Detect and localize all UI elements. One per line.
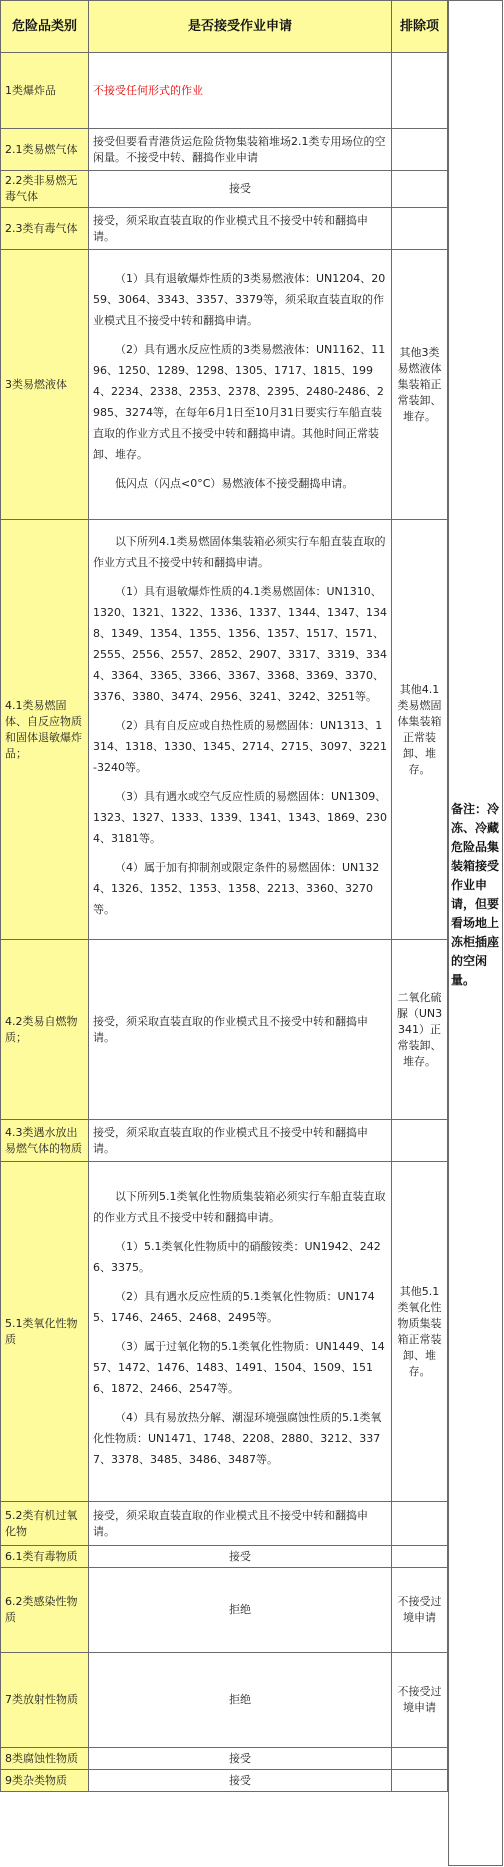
row-category: 3类易燃液体 (1, 250, 89, 520)
row-exclusion (392, 208, 448, 250)
table-row (1, 129, 448, 171)
row-exclusion: 其他5.1类氧化性物质集装箱正常装卸、堆存。 (392, 1162, 448, 1502)
row-category: 4.1类易燃固体、自反应物质和固体退敏爆炸品； (1, 520, 89, 940)
table-row (1, 208, 448, 250)
row-exclusion (392, 53, 448, 129)
table-row (1, 1653, 448, 1748)
paragraph: （4）具有易放热分解、潮湿环境强腐蚀性质的5.1类氧化性物质：UN1471、1748、2208、2880、3212、3377、3378、3485、3486、3487等。 (93, 1410, 382, 1466)
row-acceptance: 接受 (89, 1748, 392, 1770)
row-category: 6.2类感染性物质 (1, 1568, 89, 1653)
row-category: 5.2类有机过氧化物 (1, 1502, 89, 1546)
row-category: 7类放射性物质 (1, 1653, 89, 1748)
paragraph: （1）5.1类氧化性物质中的硝酸铵类：UN1942、2426、3375。 (93, 1239, 381, 1274)
row-acceptance (89, 520, 392, 940)
table-row (1, 1162, 448, 1502)
row-category: 2.1类易燃气体 (1, 129, 89, 171)
remark-note: 备注：冷冻、冷藏危险品集装箱接受作业申请，但要看场地上冻柜插座的空闲量。 (451, 802, 500, 987)
row-acceptance: 拒绝 (89, 1568, 392, 1653)
paragraph: 以下所列5.1类氧化性物质集装箱必须实行车船直装直取的作业方式且不接受中转和翻捣申请。 (93, 1189, 386, 1224)
paragraph: 以下所列4.1类易燃固体集装箱必须实行车船直装直取的作业方式且不接受中转和翻捣申请。 (93, 535, 386, 569)
paragraph: （2）具有遇水反应性质的5.1类氧化性物质：UN1745、1746、2465、2468、2495等。 (93, 1289, 375, 1324)
row-exclusion: 不接受过境申请 (392, 1653, 448, 1748)
table-row (1, 1120, 448, 1162)
paragraph: （2）具有自反应或自热性质的易燃固体：UN1313、1314、1318、1330、1345、2714、2715、3097、3221-3240等。 (93, 719, 387, 774)
paragraph: （2）具有遇水反应性质的3类易燃液体：UN1162、1196、1250、1289、1298、1305、1717、1815、1994、2234、2338、2353、2378、2395、2480-2486、2985、3274等，在每年6月1日至10月31日要实行车船直装直取的作业方式且不接受中转和翻捣申请。其他时间正常装卸、堆存。 (93, 342, 386, 461)
header-category: 危险品类别 (1, 1, 89, 53)
paragraph: （3）具有遇水或空气反应性质的易燃固体：UN1309、1323、1327、1333、1339、1341、1343、1869、2304、3181等。 (93, 790, 387, 845)
row-exclusion (392, 1748, 448, 1770)
table-row (1, 1748, 448, 1770)
row-exclusion (392, 1546, 448, 1568)
row-category: 9类杂类物质 (1, 1770, 89, 1792)
row-acceptance: 拒绝 (89, 1653, 392, 1748)
row-exclusion: 不接受过境申请 (392, 1568, 448, 1653)
table-row (1, 1502, 448, 1546)
row-exclusion (392, 1120, 448, 1162)
paragraph: （4）属于加有抑制剂或限定条件的易燃固体：UN1324、1326、1352、1353、1358、2213、3360、3270等。 (93, 861, 380, 916)
row-category: 5.1类氧化性物质 (1, 1162, 89, 1502)
row-acceptance: 接受，须采取直装直取的作业模式且不接受中转和翻捣申请。 (89, 208, 392, 250)
paragraph: （3）属于过氧化物的5.1类氧化性物质：UN1449、1457、1472、1476、1483、1491、1504、1509、1516、1872、2466、2547等。 (93, 1339, 385, 1395)
row-category: 4.3类遇水放出易燃气体的物质 (1, 1120, 89, 1162)
paragraph: （1）具有退敏爆炸性质的4.1类易燃固体：UN1310、1320、1321、1322、1336、1337、1344、1347、1348、1349、1354、1355、1356、1357、1517、1571、2555、2556、2557、2852、2907、3317、3319、3344、3364、3365、3366、3367、3368、3369、3370、3376、3380、3474、2956、3241、3242、3251等。 (93, 585, 387, 703)
row-category: 4.2类易自燃物质； (1, 940, 89, 1120)
row-acceptance (89, 250, 392, 520)
row-category: 1类爆炸品 (1, 53, 89, 129)
table-row (1, 250, 448, 520)
table-row (1, 940, 448, 1120)
row-exclusion: 其他3类易燃液体集装箱正常装卸、堆存。 (392, 250, 448, 520)
paragraph: （1）具有退敏爆炸性质的3类易燃液体：UN1204、2059、3064、3343、3357、3379等，须采取直装直取的作业模式且不接受中转和翻捣申请。 (93, 271, 386, 327)
paragraph: 低闪点（闪点<0°C）易燃液体不接受翻捣申请。 (115, 476, 354, 490)
row-exclusion (392, 129, 448, 171)
table-row (1, 1546, 448, 1568)
row-exclusion: 其他4.1类易燃固体集装箱正常装卸、堆存。 (392, 520, 448, 940)
row-acceptance: 接受 (89, 1770, 392, 1792)
row-acceptance: 接受 (89, 171, 392, 208)
table-row (1, 1568, 448, 1653)
header-row (1, 1, 448, 53)
row-acceptance: 接受，须采取直装直取的作业模式且不接受中转和翻捣申请。 (89, 1120, 392, 1162)
row-acceptance (89, 1162, 392, 1502)
table-row (1, 53, 448, 129)
row-exclusion (392, 171, 448, 208)
row-acceptance: 接受，须采取直装直取的作业模式且不接受中转和翻捣申请。 (89, 1502, 392, 1546)
table-row (1, 1770, 448, 1792)
header-acceptance: 是否接受作业申请 (89, 1, 392, 53)
row-exclusion: 二氧化硫脲（UN3341）正常装卸、堆存。 (392, 940, 448, 1120)
row-acceptance: 不接受任何形式的作业 (89, 53, 392, 129)
table-row (1, 171, 448, 208)
row-category: 8类腐蚀性物质 (1, 1748, 89, 1770)
row-acceptance: 接受但要看青港货运危险货物集装箱堆场2.1类专用场位的空闲量。不接受中转、翻捣作业申请 (89, 129, 392, 171)
row-exclusion (392, 1770, 448, 1792)
table-row (1, 520, 448, 940)
row-exclusion (392, 1502, 448, 1546)
row-acceptance: 接受 (89, 1546, 392, 1568)
row-category: 2.3类有毒气体 (1, 208, 89, 250)
header-exclusion: 排除项 (392, 1, 448, 53)
row-category: 2.2类非易燃无毒气体 (1, 171, 89, 208)
row-acceptance: 接受，须采取直装直取的作业模式且不接受中转和翻捣申请。 (89, 940, 392, 1120)
row-category: 6.1类有毒物质 (1, 1546, 89, 1568)
